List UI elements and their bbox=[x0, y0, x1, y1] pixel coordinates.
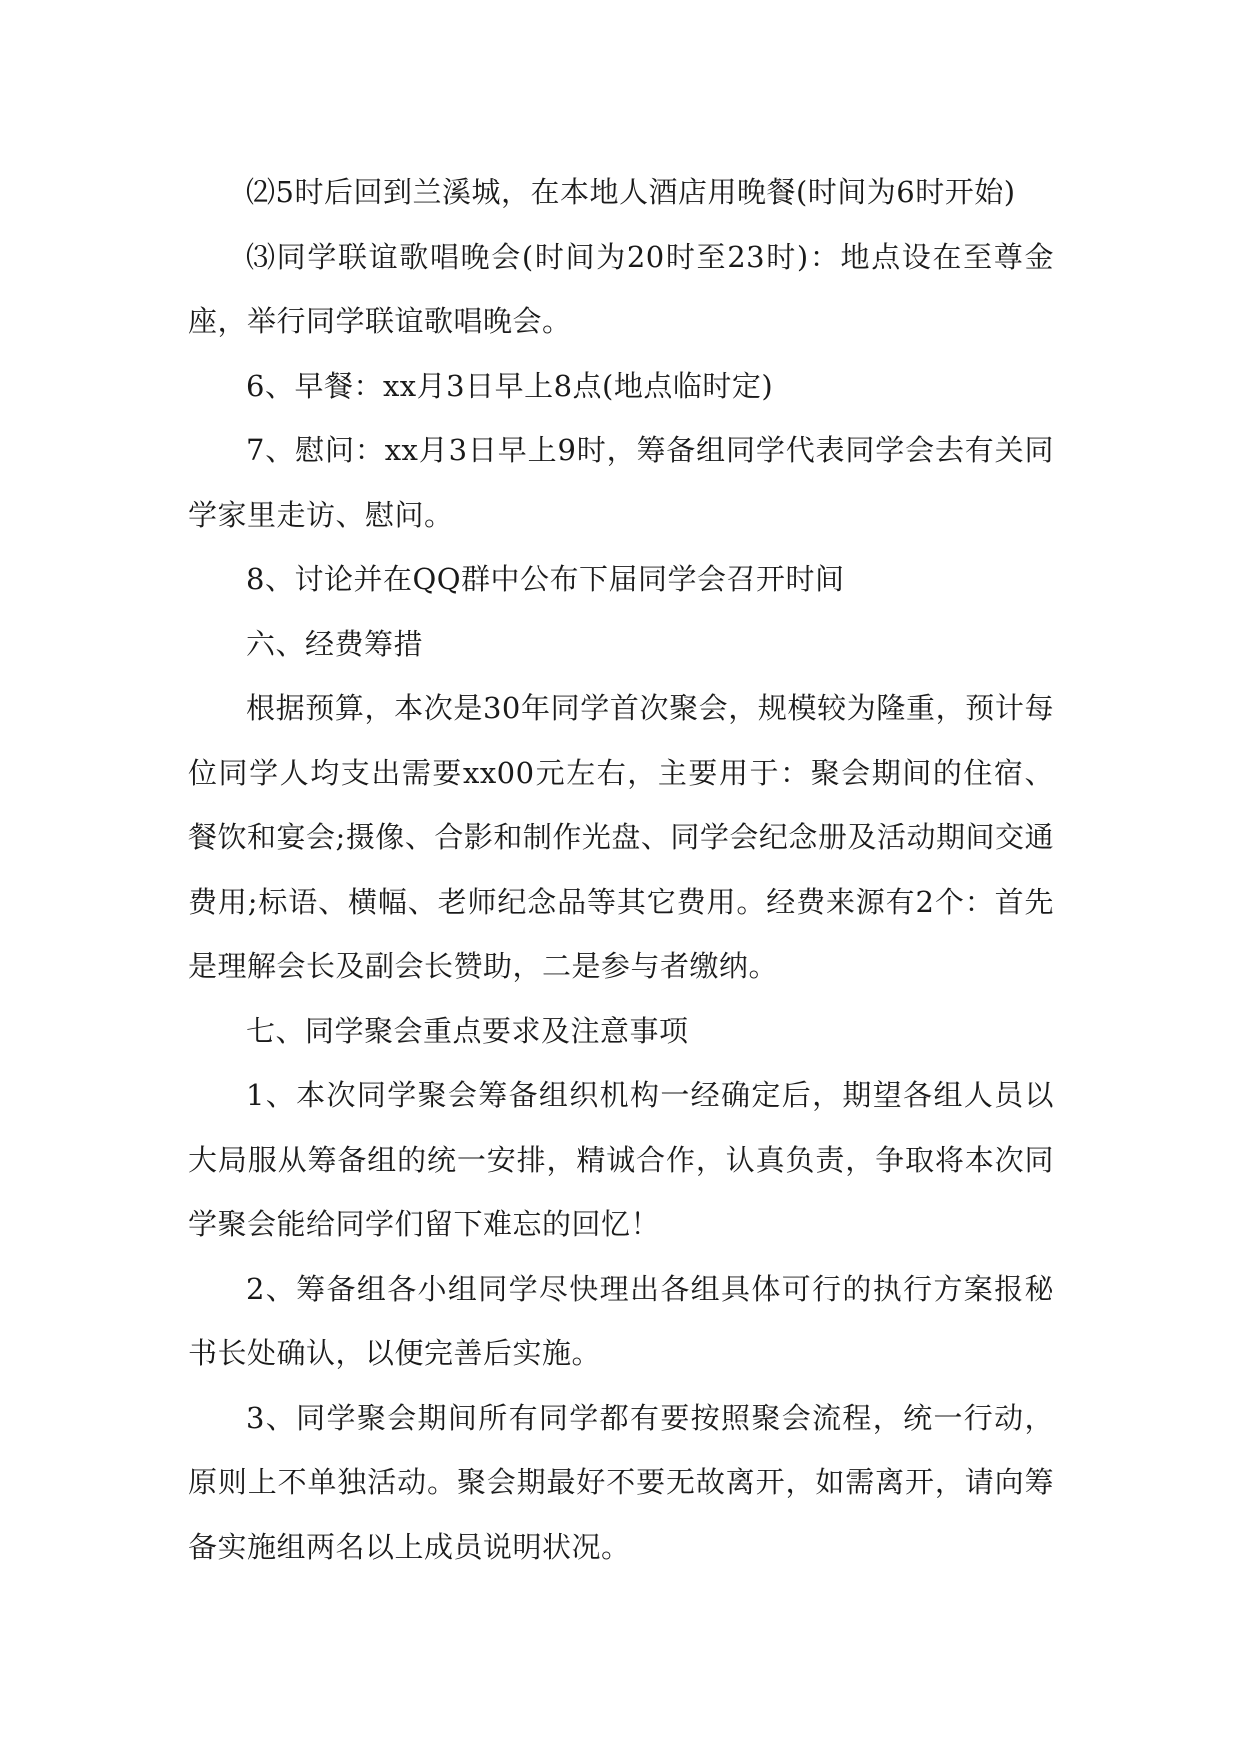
section-heading-funding: 六、经费筹措 bbox=[246, 626, 424, 661]
paragraph-requirement-1: 1、本次同学聚会筹备组织机构一经确定后，期望各组人员以大局服从筹备组的统一安排，精诚合作，认真负责，争取将本次同学聚会能给同学们留下难忘的回忆！ bbox=[188, 1078, 1054, 1241]
paragraph-requirement-2: 2、筹备组各小组同学尽快理出各组具体可行的执行方案报秘书长处确认，以便完善后实施。 bbox=[188, 1271, 1054, 1370]
paragraph-requirement-3: 3、同学聚会期间所有同学都有要按照聚会流程，统一行动，原则上不单独活动。聚会期最好不要无故离开，如需离开，请向筹备实施组两名以上成员说明状况。 bbox=[188, 1400, 1054, 1564]
paragraph-dinner: ⑵5时后回到兰溪城，在本地人酒店用晚餐(时间为6时开始) bbox=[246, 175, 1016, 209]
paragraph-breakfast: 6、早餐：xx月3日早上8点(地点临时定) bbox=[246, 368, 774, 403]
paragraph-next-meeting: 8、讨论并在QQ群中公布下届同学会召开时间 bbox=[246, 562, 845, 596]
section-heading-requirements: 七、同学聚会重点要求及注意事项 bbox=[246, 1013, 689, 1048]
paragraph-singing-party: ⑶同学联谊歌唱晚会(时间为20时至23时)：地点设在至尊金座，举行同学联谊歌唱晚会。 bbox=[188, 239, 1054, 338]
paragraph-budget: 根据预算，本次是30年同学首次聚会，规模较为隆重，预计每位同学人均支出需要xx00元左右，主要用于：聚会期间的住宿、餐饮和宴会;摄像、合影和制作光盘、同学会纪念册及活动期间交通费用;标语、横幅、老师纪念品等其它费用。经费来源有2个：首先是理解会长及副会长赞助，二是参与者缴纳。 bbox=[188, 691, 1054, 983]
document-body bbox=[188, 160, 1054, 1579]
paragraph-visit: 7、慰问：xx月3日早上9时，筹备组同学代表同学会去有关同学家里走访、慰问。 bbox=[188, 433, 1054, 532]
